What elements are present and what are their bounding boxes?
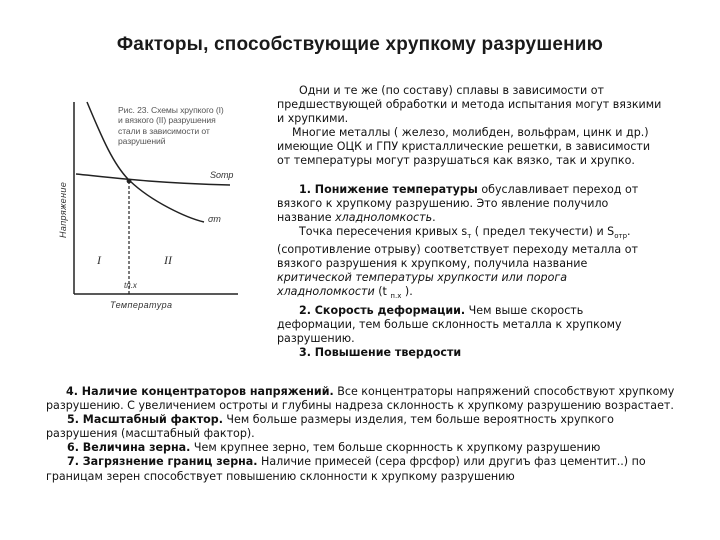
factor-4-text: Все концентраторы напряжений способствуют хрупкому разрушению. С увеличением остроты и глубины надреза склонность к хрупкому разрушению возрастает. — [46, 385, 675, 413]
intersection-point — [127, 179, 132, 184]
caption-line: и вязкого (II) разрушения — [118, 115, 216, 126]
factor-1-title: 1. Понижение температуры — [299, 182, 478, 196]
paragraph-metals: Многие металлы ( железо, молибден, вольфрам, цинк и др.) имеющие ОЦК и ГПУ кристаллические решетки, в зависимости от температуры могут разрушаться как вязко, так и хрупко. — [277, 126, 651, 168]
critical-temperature-term: критической температуры хрупкости или порога хладноломкости — [277, 271, 568, 299]
intersection-text-e: ). — [401, 285, 413, 299]
x-axis-label: Температура — [110, 300, 173, 310]
slide-title: Факторы, способствующие хрупкому разрушению — [116, 34, 604, 55]
factor-2-text: Чем выше скорость деформации, тем больше склонность металла к хрупкому разрушению. — [277, 303, 622, 345]
region-label-1: I — [97, 253, 101, 267]
paragraph-alloys: Одни и те же (по составу) сплавы в зависимости от предшествующей обработки и метода испытания могут вязкими и хрупкими. — [277, 84, 662, 126]
y-axis-label: Напряжение — [58, 181, 68, 238]
factor-1 — [277, 183, 662, 225]
caption-line: Рис. 23. Схемы хрупкого (I) — [118, 105, 224, 115]
factor-4 — [46, 385, 676, 413]
sotr-curve — [76, 174, 230, 185]
intersection-sub-otr: отр — [614, 232, 628, 241]
factor-5 — [46, 413, 676, 441]
factor-1-end: . — [432, 210, 436, 224]
figure-caption — [118, 105, 242, 147]
curve-label-sotr: Sотр — [210, 170, 234, 180]
factor-3-title: 3. Повышение твердости — [299, 346, 462, 360]
region-label-2: II — [164, 253, 172, 267]
bottom-text-block — [46, 385, 676, 484]
factor-7 — [46, 455, 676, 483]
intersection-text-c: . (сопротивление отрыву) соответствует переходу металла от вязкого разрушения к хрупкому, получила название — [277, 224, 638, 271]
factor-7-text: Наличие примесей (сера фрсфор) или другиъ фаз цементит..) по границам зерен способствует повышению склонности к хрупкому разрушению — [46, 455, 646, 483]
factor-3 — [277, 346, 662, 360]
intersection-text-d: (t — [374, 285, 391, 299]
curve-label-sigma: σт — [208, 214, 221, 224]
factor-5-text: Чем больше размеры изделия, тем больше вероятность хрупкого разрушения (масштабный фактор). — [46, 413, 614, 441]
factor-2-title: 2. Скорость деформации. — [299, 303, 466, 317]
factor-6-text: Чем крупнее зерно, тем больше скорнность к хрупкому разрушению — [190, 441, 601, 455]
caption-line: стали в зависимости от — [118, 125, 210, 136]
factor-2 — [277, 304, 662, 346]
factor-1-text: обуславливает переход от вязкого к хрупкому разрушению. Это явление получило название — [277, 182, 639, 224]
factor-1-term: хладноломкость — [335, 210, 433, 224]
tick-label-tpx: tп.х — [124, 281, 137, 290]
intersection-text-b: ( предел текучести) и S — [471, 224, 615, 238]
intersection-sub-px: п.х — [390, 292, 402, 301]
factor-6 — [46, 441, 676, 455]
factor-6-title: 6. Величина зерна. — [67, 441, 191, 455]
intersection-text-a: Точка пересечения кривых s — [299, 224, 468, 238]
factor-5-title: 5. Масштабный фактор. — [67, 413, 223, 427]
factor-7-title: 7. Загрязнение границ зерна. — [67, 455, 258, 469]
factor-4-title: 4. Наличие концентраторов напряжений. — [66, 385, 334, 398]
paragraph-intersection — [277, 225, 662, 304]
intersection-sub-t: т — [467, 232, 472, 241]
right-text-column — [277, 84, 662, 360]
caption-line: разрушений — [118, 136, 166, 147]
